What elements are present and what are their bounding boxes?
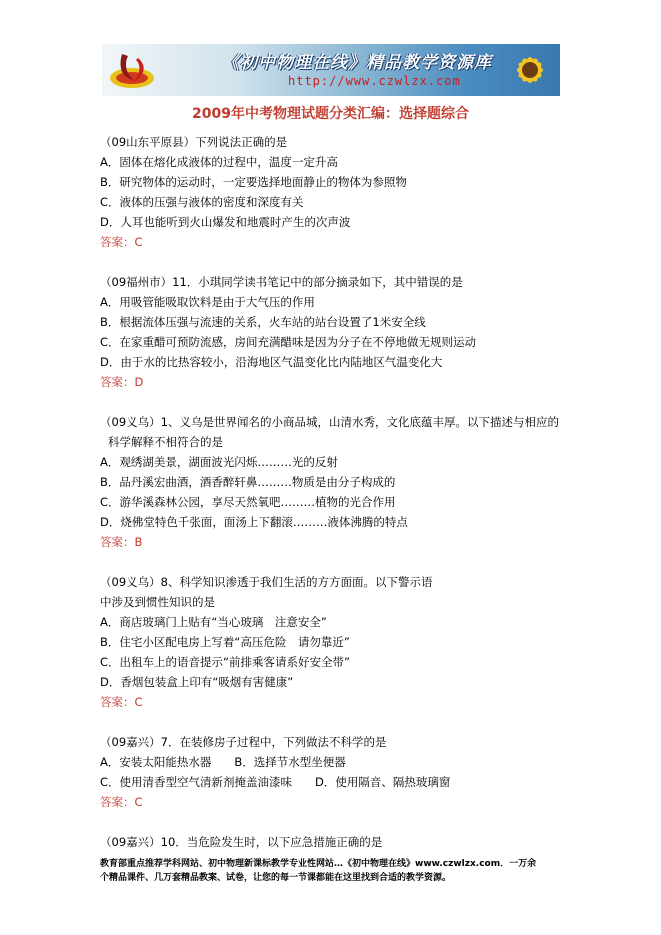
option-a: A．固体在熔化成液体的过程中，温度一定升高 xyxy=(100,155,338,169)
question-stem-continued: 科学解释不相符合的是 xyxy=(108,435,223,449)
option-c: C．在家重醋可预防流感，房间充满醋味是因为分子在不停地做无规则运动 xyxy=(100,335,477,349)
question-stem: （09山东平原县）下列说法正确的是 xyxy=(100,135,288,149)
option-a: A．用吸管能吸取饮料是由于大气压的作用 xyxy=(100,295,315,309)
page-footer xyxy=(100,857,570,885)
footer-line: 教育部重点推荐学科网站、初中物理新课标教学专业性网站…《初中物理在线》www.czwlzx.com．一万余 xyxy=(100,859,537,869)
option-d: D．香烟包装盒上印有“吸烟有害健康” xyxy=(100,675,294,689)
question-list xyxy=(100,132,570,872)
options-ab: A．安装太阳能热水器 B．选择节水型坐便器 xyxy=(100,755,346,769)
question-stem: （09义乌）1、义乌是世界闻名的小商品城，山清水秀，文化底蕴丰厚。以下描述与相应的 xyxy=(100,415,559,429)
banner-url[interactable]: http://www.czwlzx.com xyxy=(288,74,461,88)
question-block xyxy=(100,572,570,712)
option-b: B．研究物体的运动时，一定要选择地面静止的物体为参照物 xyxy=(100,175,407,189)
answer-label: 答案：C xyxy=(100,695,143,709)
option-b: B．根据流体压强与流速的关系，火车站的站台设置了1米安全线 xyxy=(100,315,426,329)
question-block xyxy=(100,732,570,812)
option-d: D．烧佛堂特色千张面，面汤上下翻滚………液体沸腾的特点 xyxy=(100,515,408,529)
question-stem-continued: 中涉及到惯性知识的是 xyxy=(100,595,215,609)
answer-label: 答案：C xyxy=(100,235,143,249)
question-block xyxy=(100,412,570,552)
question-stem: （09义乌）8、科学知识渗透于我们生活的方方面面。以下警示语 xyxy=(100,575,433,589)
option-d: D．人耳也能听到火山爆发和地震时产生的次声波 xyxy=(100,215,351,229)
option-b: B．住宅小区配电房上写着“高压危险 请勿靠近” xyxy=(100,635,350,649)
question-stem: （09嘉兴）10．当危险发生时，以下应急措施正确的是 xyxy=(100,835,383,849)
question-stem: （09嘉兴）7．在装修房子过程中，下列做法不科学的是 xyxy=(100,735,387,749)
sunflower-icon xyxy=(500,46,558,94)
option-c: C．出租车上的语音提示“前排乘客请系好安全带” xyxy=(100,655,350,669)
option-a: A．商店玻璃门上贴有“当心玻璃 注意安全” xyxy=(100,615,327,629)
question-block xyxy=(100,132,570,252)
option-b: B．品丹溪宏曲酒，酒香醉轩鼻………物质是由分子构成的 xyxy=(100,475,396,489)
site-logo-icon xyxy=(108,48,156,92)
option-a: A．观绣湖美景，湖面波光闪烁………光的反射 xyxy=(100,455,338,469)
header-banner xyxy=(102,44,560,96)
question-block xyxy=(100,272,570,392)
answer-label: 答案：D xyxy=(100,375,144,389)
question-stem: （09福州市）11．小琪同学读书笔记中的部分摘录如下，其中错误的是 xyxy=(100,275,463,289)
banner-title: 《初中物理在线》精品教学资源库 xyxy=(222,53,492,73)
question-block xyxy=(100,832,570,852)
option-c: C．游华溪森林公园，享尽天然氧吧………植物的光合作用 xyxy=(100,495,396,509)
option-c: C．液体的压强与液体的密度和深度有关 xyxy=(100,195,304,209)
options-cd: C．使用清香型空气清新剂掩盖油漆味 D．使用隔音、隔热玻璃窗 xyxy=(100,775,451,789)
option-d: D．由于水的比热容较小，沿海地区气温变化比内陆地区气温变化大 xyxy=(100,355,443,369)
document-title: 2009年中考物理试题分类汇编：选择题综合 xyxy=(192,106,469,122)
answer-label: 答案：B xyxy=(100,535,143,549)
answer-label: 答案：C xyxy=(100,795,143,809)
footer-line: 个精品课件、几万套精品教案、试卷，让您的每一节课都能在这里找到合适的教学资源。 xyxy=(100,873,452,883)
